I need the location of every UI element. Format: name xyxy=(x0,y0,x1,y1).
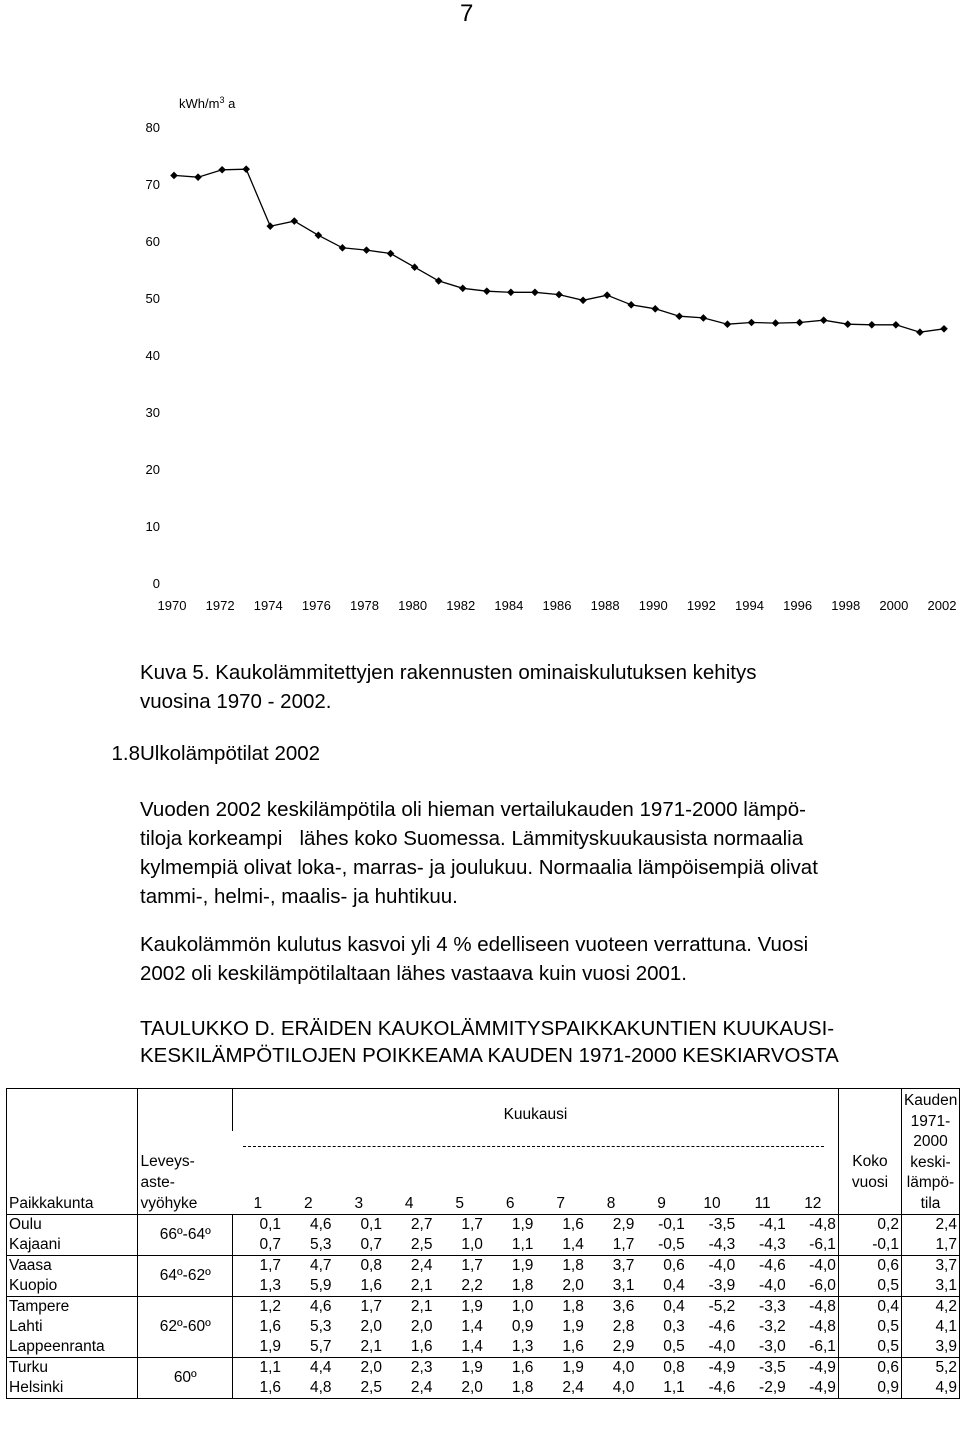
data-point-marker xyxy=(266,222,274,230)
month-header: 4 xyxy=(404,1194,414,1212)
period-average-cell: 3,7 xyxy=(901,1256,959,1277)
x-tick-label: 2002 xyxy=(927,598,957,613)
year-header-line: Koko xyxy=(838,1151,901,1172)
month-value-cell: 2,0 xyxy=(334,1358,384,1379)
month-value-cell: 0,6 xyxy=(636,1256,686,1277)
month-value-cell: 1,7 xyxy=(612,1236,635,1253)
zone-header-line: Leveys- xyxy=(138,1151,233,1172)
year-value-cell: 0,5 xyxy=(838,1337,901,1358)
data-point-marker xyxy=(820,316,828,324)
month-value-cell: 1,6 xyxy=(233,1378,283,1399)
month-value-cell: 0,4 xyxy=(663,1277,685,1294)
data-point-marker xyxy=(411,263,419,271)
month-value-cell: 5,7 xyxy=(309,1338,332,1355)
month-value-cell: 1,8 xyxy=(511,1277,534,1294)
data-point-marker xyxy=(218,166,226,174)
month-value-cell: -3,0 xyxy=(759,1338,786,1355)
month-value-cell: -4,9 xyxy=(788,1378,839,1399)
month-value-cell: -3,5 xyxy=(737,1358,787,1379)
month-value-cell: 2,2 xyxy=(461,1277,483,1294)
section-title: Ulkolämpötilat 2002 xyxy=(140,742,321,765)
month-value-cell: 1,4 xyxy=(562,1236,584,1253)
series-line xyxy=(170,165,948,336)
month-value-cell: 2,1 xyxy=(384,1297,434,1318)
city-cell: Lappeenranta xyxy=(7,1337,138,1358)
month-value-cell: -4,0 xyxy=(759,1277,786,1294)
period-average-cell: 4,9 xyxy=(901,1378,959,1399)
y-axis-title-sup: 3 xyxy=(219,95,225,105)
month-value-cell: 0,8 xyxy=(334,1256,384,1277)
month-value-cell: -4,6 xyxy=(687,1378,737,1399)
month-value-cell: -3,9 xyxy=(708,1277,736,1294)
month-group-header: Kuukausi xyxy=(503,1105,568,1123)
month-value-cell: 1,1 xyxy=(233,1358,283,1379)
data-point-marker xyxy=(363,246,371,254)
page-number: 7 xyxy=(460,0,474,27)
period-average-cell: 1,7 xyxy=(901,1235,959,1256)
month-header: 8 xyxy=(606,1194,616,1212)
month-value-cell: 0,5 xyxy=(663,1338,685,1355)
period-header-line: 2000 xyxy=(913,1133,948,1150)
month-value-cell: 0,7 xyxy=(233,1235,283,1256)
y-tick-label: 80 xyxy=(145,120,160,135)
month-value-cell: 2,5 xyxy=(410,1236,433,1253)
data-point-marker xyxy=(772,319,780,327)
year-value-cell: 0,5 xyxy=(838,1317,901,1337)
paragraph-line: Vuoden 2002 keskilämpötila oli hieman vertailukauden 1971-2000 lämpö- xyxy=(140,798,806,821)
month-value-cell: -4,1 xyxy=(737,1215,787,1236)
month-value-cell: 1,4 xyxy=(461,1318,483,1335)
month-value-cell: 2,9 xyxy=(612,1338,635,1355)
period-average-cell: 5,2 xyxy=(901,1358,959,1379)
month-value-cell: -4,0 xyxy=(788,1256,839,1277)
month-value-cell: -3,2 xyxy=(759,1318,786,1335)
month-header: 5 xyxy=(455,1194,465,1212)
month-value-cell: 1,3 xyxy=(511,1338,534,1355)
month-value-cell: -4,6 xyxy=(708,1318,736,1335)
year-value-cell: 0,2 xyxy=(838,1215,901,1236)
month-value-cell: 1,2 xyxy=(233,1297,283,1318)
period-average-cell: 3,1 xyxy=(901,1276,959,1297)
svg-text:kWh/m3 a xyxy=(179,95,236,111)
table-row xyxy=(7,1256,960,1277)
year-value-cell: 0,6 xyxy=(838,1358,901,1379)
x-tick-label: 1978 xyxy=(350,598,379,613)
data-point-marker xyxy=(700,314,708,322)
x-tick-label: 1972 xyxy=(205,598,235,613)
data-point-marker xyxy=(579,296,587,304)
section-number: 1.8 xyxy=(111,742,140,765)
month-value-cell: 1,9 xyxy=(485,1215,535,1236)
month-value-cell: 1,9 xyxy=(434,1297,484,1318)
paragraph-line: kylmempiä olivat loka-, marras- ja joulukuu. Normaalia lämpöisempiä olivat xyxy=(140,856,818,879)
month-header: 2 xyxy=(303,1194,313,1212)
x-tick-label: 1988 xyxy=(590,598,620,613)
city-cell: Helsinki xyxy=(7,1378,138,1399)
month-header: 11 xyxy=(754,1194,771,1212)
month-value-cell: 1,9 xyxy=(485,1256,535,1277)
y-tick-label: 70 xyxy=(145,177,160,192)
month-value-cell: 2,1 xyxy=(360,1338,382,1355)
month-value-cell: 2,7 xyxy=(384,1215,434,1236)
paragraph-consumption xyxy=(140,930,930,988)
data-point-marker xyxy=(387,250,395,258)
period-header-line: Kauden xyxy=(903,1092,958,1109)
x-tick-label: 1976 xyxy=(301,598,331,613)
city-cell: Turku xyxy=(7,1358,138,1379)
month-value-cell: 1,6 xyxy=(360,1277,382,1294)
paragraph-line: Kaukolämmön kulutus kasvoi yli 4 % edelliseen vuoteen verrattuna. Vuosi xyxy=(140,933,809,956)
data-point-marker xyxy=(748,319,756,327)
city-cell: Tampere xyxy=(7,1297,138,1318)
month-value-cell: -4,8 xyxy=(788,1297,839,1318)
month-header: 1 xyxy=(253,1194,263,1212)
month-value-cell: 2,3 xyxy=(384,1358,434,1379)
city-cell: Kajaani xyxy=(7,1235,138,1256)
year-header-spacer xyxy=(838,1193,901,1214)
month-value-cell: 1,6 xyxy=(535,1215,585,1236)
data-point-marker xyxy=(724,320,732,328)
month-header: 12 xyxy=(804,1194,822,1212)
month-value-cell: 1,8 xyxy=(535,1297,585,1318)
month-value-cell: 1,6 xyxy=(410,1338,433,1355)
month-value-cell: -4,3 xyxy=(708,1236,736,1253)
month-value-cell: 1,7 xyxy=(233,1256,283,1277)
zone-header-line: vyöhyke xyxy=(138,1193,233,1214)
month-value-cell: 1,6 xyxy=(485,1358,535,1379)
y-tick-label: 30 xyxy=(145,405,160,420)
x-tick-label: 1984 xyxy=(494,598,524,613)
data-point-marker xyxy=(507,289,515,297)
data-point-marker xyxy=(796,319,804,327)
month-value-cell: -5,2 xyxy=(687,1297,737,1318)
y-axis-title xyxy=(179,95,236,111)
month-value-cell: -4,8 xyxy=(809,1318,836,1335)
month-value-cell: 4,4 xyxy=(283,1358,333,1379)
month-value-cell: -6,1 xyxy=(809,1338,836,1355)
data-point-marker xyxy=(435,277,443,285)
data-point-marker xyxy=(531,289,539,297)
table-row xyxy=(7,1215,960,1236)
data-point-marker xyxy=(315,232,323,240)
month-value-cell: 1,9 xyxy=(562,1318,584,1335)
month-value-cell: 1,6 xyxy=(562,1338,584,1355)
month-value-cell: -0,5 xyxy=(658,1236,685,1253)
paragraph-line: tiloja korkeampi lähes koko Suomessa. Lämmityskuukausista normaalia xyxy=(140,827,804,850)
y-tick-label: 40 xyxy=(145,348,160,363)
month-value-cell: -2,9 xyxy=(737,1378,787,1399)
period-average-cell: 3,9 xyxy=(901,1337,959,1358)
month-value-cell: 1,9 xyxy=(233,1337,283,1358)
data-point-marker xyxy=(844,320,852,328)
year-value-cell: -0,1 xyxy=(838,1235,901,1256)
y-axis-title-suffix: a xyxy=(224,96,236,111)
month-value-cell: 2,4 xyxy=(384,1256,434,1277)
month-header: 9 xyxy=(657,1194,666,1212)
month-value-cell: 1,7 xyxy=(434,1215,484,1236)
data-point-marker xyxy=(555,291,563,299)
year-value-cell: 0,6 xyxy=(838,1256,901,1277)
month-value-cell: -4,6 xyxy=(737,1256,787,1277)
month-value-cell: 1,0 xyxy=(485,1297,535,1318)
period-average-cell: 2,4 xyxy=(901,1215,959,1236)
period-average-cell: 4,1 xyxy=(901,1317,959,1337)
period-header-line: 1971- xyxy=(910,1112,951,1130)
x-tick-label: 1994 xyxy=(735,598,764,613)
month-value-cell: 5,3 xyxy=(309,1236,332,1253)
data-point-marker xyxy=(459,285,467,293)
city-header: Paikkakunta xyxy=(7,1193,138,1214)
month-value-cell: 2,4 xyxy=(535,1378,585,1399)
year-header-line: vuosi xyxy=(838,1172,901,1193)
x-tick-label: 1970 xyxy=(157,598,187,613)
y-tick-label: 50 xyxy=(145,291,160,306)
month-header: 10 xyxy=(703,1194,721,1212)
month-value-cell: 0,1 xyxy=(334,1215,384,1236)
month-value-cell: 1,7 xyxy=(434,1256,484,1277)
temperature-table xyxy=(6,1088,960,1399)
month-value-cell: 4,0 xyxy=(586,1378,636,1399)
paragraph-line: 2002 oli keskilämpötilaltaan lähes vastaava kuin vuosi 2001. xyxy=(140,962,688,985)
x-tick-label: 1992 xyxy=(686,598,716,613)
month-value-cell: -4,0 xyxy=(708,1338,736,1355)
section-heading xyxy=(12,742,320,766)
figure-caption xyxy=(140,658,900,716)
month-value-cell: 0,4 xyxy=(636,1297,686,1318)
month-value-cell: 1,9 xyxy=(535,1358,585,1379)
paragraph-weather xyxy=(140,795,930,911)
month-value-cell: 0,9 xyxy=(511,1318,534,1335)
data-point-marker xyxy=(892,321,900,329)
table-row xyxy=(7,1297,960,1318)
x-tick-label: 1998 xyxy=(831,598,861,613)
line-chart xyxy=(0,80,960,630)
month-value-cell: -6,0 xyxy=(809,1277,836,1294)
month-value-cell: 4,7 xyxy=(283,1256,333,1277)
month-value-cell: -3,5 xyxy=(687,1215,737,1236)
month-value-cell: -4,3 xyxy=(759,1236,786,1253)
data-point-marker xyxy=(651,305,659,313)
month-value-cell: 2,5 xyxy=(334,1378,384,1399)
y-tick-label: 20 xyxy=(145,462,160,477)
year-value-cell: 0,4 xyxy=(838,1297,901,1318)
month-value-cell: 5,9 xyxy=(309,1277,332,1294)
x-tick-label: 1980 xyxy=(398,598,428,613)
month-value-cell: 1,4 xyxy=(461,1338,483,1355)
x-tick-label: 1974 xyxy=(253,598,283,613)
month-value-cell: 3,7 xyxy=(586,1256,636,1277)
data-point-marker xyxy=(194,173,202,181)
zone-cell: 66º-64º xyxy=(138,1215,233,1256)
table-title-line2: KESKILÄMPÖTILOJEN POIKKEAMA KAUDEN 1971-2000 KESKIARVOSTA xyxy=(140,1044,839,1067)
month-header: 6 xyxy=(505,1194,515,1212)
month-value-cell: 0,1 xyxy=(233,1215,283,1236)
year-value-cell: 0,5 xyxy=(838,1276,901,1297)
month-value-cell: 4,0 xyxy=(586,1358,636,1379)
zone-header-line: aste- xyxy=(138,1172,233,1193)
table-title xyxy=(140,1015,940,1069)
month-value-cell: 3,1 xyxy=(612,1277,635,1294)
month-value-cell: 1,1 xyxy=(511,1236,534,1253)
month-value-cell: 2,0 xyxy=(434,1378,484,1399)
data-point-marker xyxy=(940,325,948,333)
data-point-marker xyxy=(170,172,178,180)
data-point-marker xyxy=(483,287,491,295)
month-value-cell: 4,8 xyxy=(283,1378,333,1399)
month-value-cell: 2,9 xyxy=(586,1215,636,1236)
month-value-cell: 1,0 xyxy=(461,1236,483,1253)
data-point-marker xyxy=(627,301,635,309)
period-average-cell: 4,2 xyxy=(901,1297,959,1318)
zone-cell: 64º-62º xyxy=(138,1256,233,1297)
month-value-cell: 0,3 xyxy=(663,1318,685,1335)
x-tick-label: 1986 xyxy=(542,598,572,613)
figure-caption-line1: Kuva 5. Kaukolämmitettyjen rakennusten ominaiskulutuksen kehitys xyxy=(140,661,757,684)
city-cell: Kuopio xyxy=(7,1276,138,1297)
month-value-cell: -3,3 xyxy=(737,1297,787,1318)
period-header-line: keski- xyxy=(910,1153,951,1171)
month-value-cell: 2,4 xyxy=(384,1378,434,1399)
y-tick-label: 60 xyxy=(145,234,160,249)
month-value-cell: -4,9 xyxy=(687,1358,737,1379)
period-header-line: lämpö- xyxy=(906,1174,955,1191)
month-value-cell: -6,1 xyxy=(809,1236,836,1253)
period-average-header xyxy=(901,1089,959,1215)
month-value-cell: 1,8 xyxy=(485,1378,535,1399)
month-value-cell: 2,0 xyxy=(562,1277,584,1294)
month-value-cell: 1,6 xyxy=(233,1317,283,1337)
data-point-marker xyxy=(291,217,299,225)
month-value-cell: 4,6 xyxy=(283,1297,333,1318)
x-tick-labels xyxy=(158,598,957,613)
x-tick-label: 1982 xyxy=(446,598,476,613)
month-group-divider xyxy=(243,1136,824,1147)
y-tick-label: 0 xyxy=(152,576,160,591)
month-value-cell: 2,0 xyxy=(360,1318,382,1335)
data-point-marker xyxy=(339,244,347,252)
month-value-cell: 5,3 xyxy=(309,1318,332,1335)
year-value-cell: 0,9 xyxy=(838,1378,901,1399)
month-value-cell: 0,7 xyxy=(360,1236,382,1253)
month-value-cell: 1,7 xyxy=(334,1297,384,1318)
data-point-marker xyxy=(603,291,611,299)
month-value-cell: 4,6 xyxy=(283,1215,333,1236)
y-axis-title-text: kWh/m xyxy=(179,96,220,111)
zone-cell: 60º xyxy=(138,1358,233,1399)
month-value-cell: 2,1 xyxy=(410,1277,433,1294)
x-tick-label: 2000 xyxy=(879,598,909,613)
month-value-cell: 0,8 xyxy=(636,1358,686,1379)
month-value-cell: 1,1 xyxy=(636,1378,686,1399)
month-value-cell: 3,6 xyxy=(586,1297,636,1318)
data-point-marker xyxy=(916,328,924,336)
month-header: 7 xyxy=(556,1194,565,1212)
month-value-cell: -4,9 xyxy=(788,1358,839,1379)
table-row xyxy=(7,1358,960,1379)
month-value-cell: 2,0 xyxy=(410,1318,433,1335)
y-tick-labels xyxy=(146,120,160,591)
month-value-cell: -4,8 xyxy=(788,1215,839,1236)
x-tick-label: 1996 xyxy=(783,598,813,613)
series-polyline xyxy=(174,169,944,332)
city-cell: Vaasa xyxy=(7,1256,138,1277)
data-point-marker xyxy=(242,165,250,173)
month-value-cell: 2,8 xyxy=(612,1318,635,1335)
month-value-cell: 1,3 xyxy=(233,1276,283,1297)
period-header-line: tila xyxy=(920,1194,941,1212)
table-title-line1: TAULUKKO D. ERÄIDEN KAUKOLÄMMITYSPAIKKAKUNTIEN KUUKAUSI- xyxy=(140,1017,835,1040)
month-value-cell: 1,9 xyxy=(434,1358,484,1379)
month-value-cell: 1,8 xyxy=(535,1256,585,1277)
y-tick-label: 10 xyxy=(145,519,160,534)
zone-cell: 62º-60º xyxy=(138,1297,233,1358)
city-cell: Oulu xyxy=(7,1215,138,1236)
month-value-cell: -0,1 xyxy=(636,1215,686,1236)
x-tick-label: 1990 xyxy=(638,598,668,613)
city-cell: Lahti xyxy=(7,1317,138,1337)
data-point-marker xyxy=(676,312,684,320)
paragraph-line: tammi-, helmi-, maalis- ja huhtikuu. xyxy=(140,885,458,908)
month-value-cell: -4,0 xyxy=(687,1256,737,1277)
figure-caption-line2: vuosina 1970 - 2002. xyxy=(140,690,332,713)
data-point-marker xyxy=(868,321,876,329)
month-header: 3 xyxy=(354,1194,364,1212)
